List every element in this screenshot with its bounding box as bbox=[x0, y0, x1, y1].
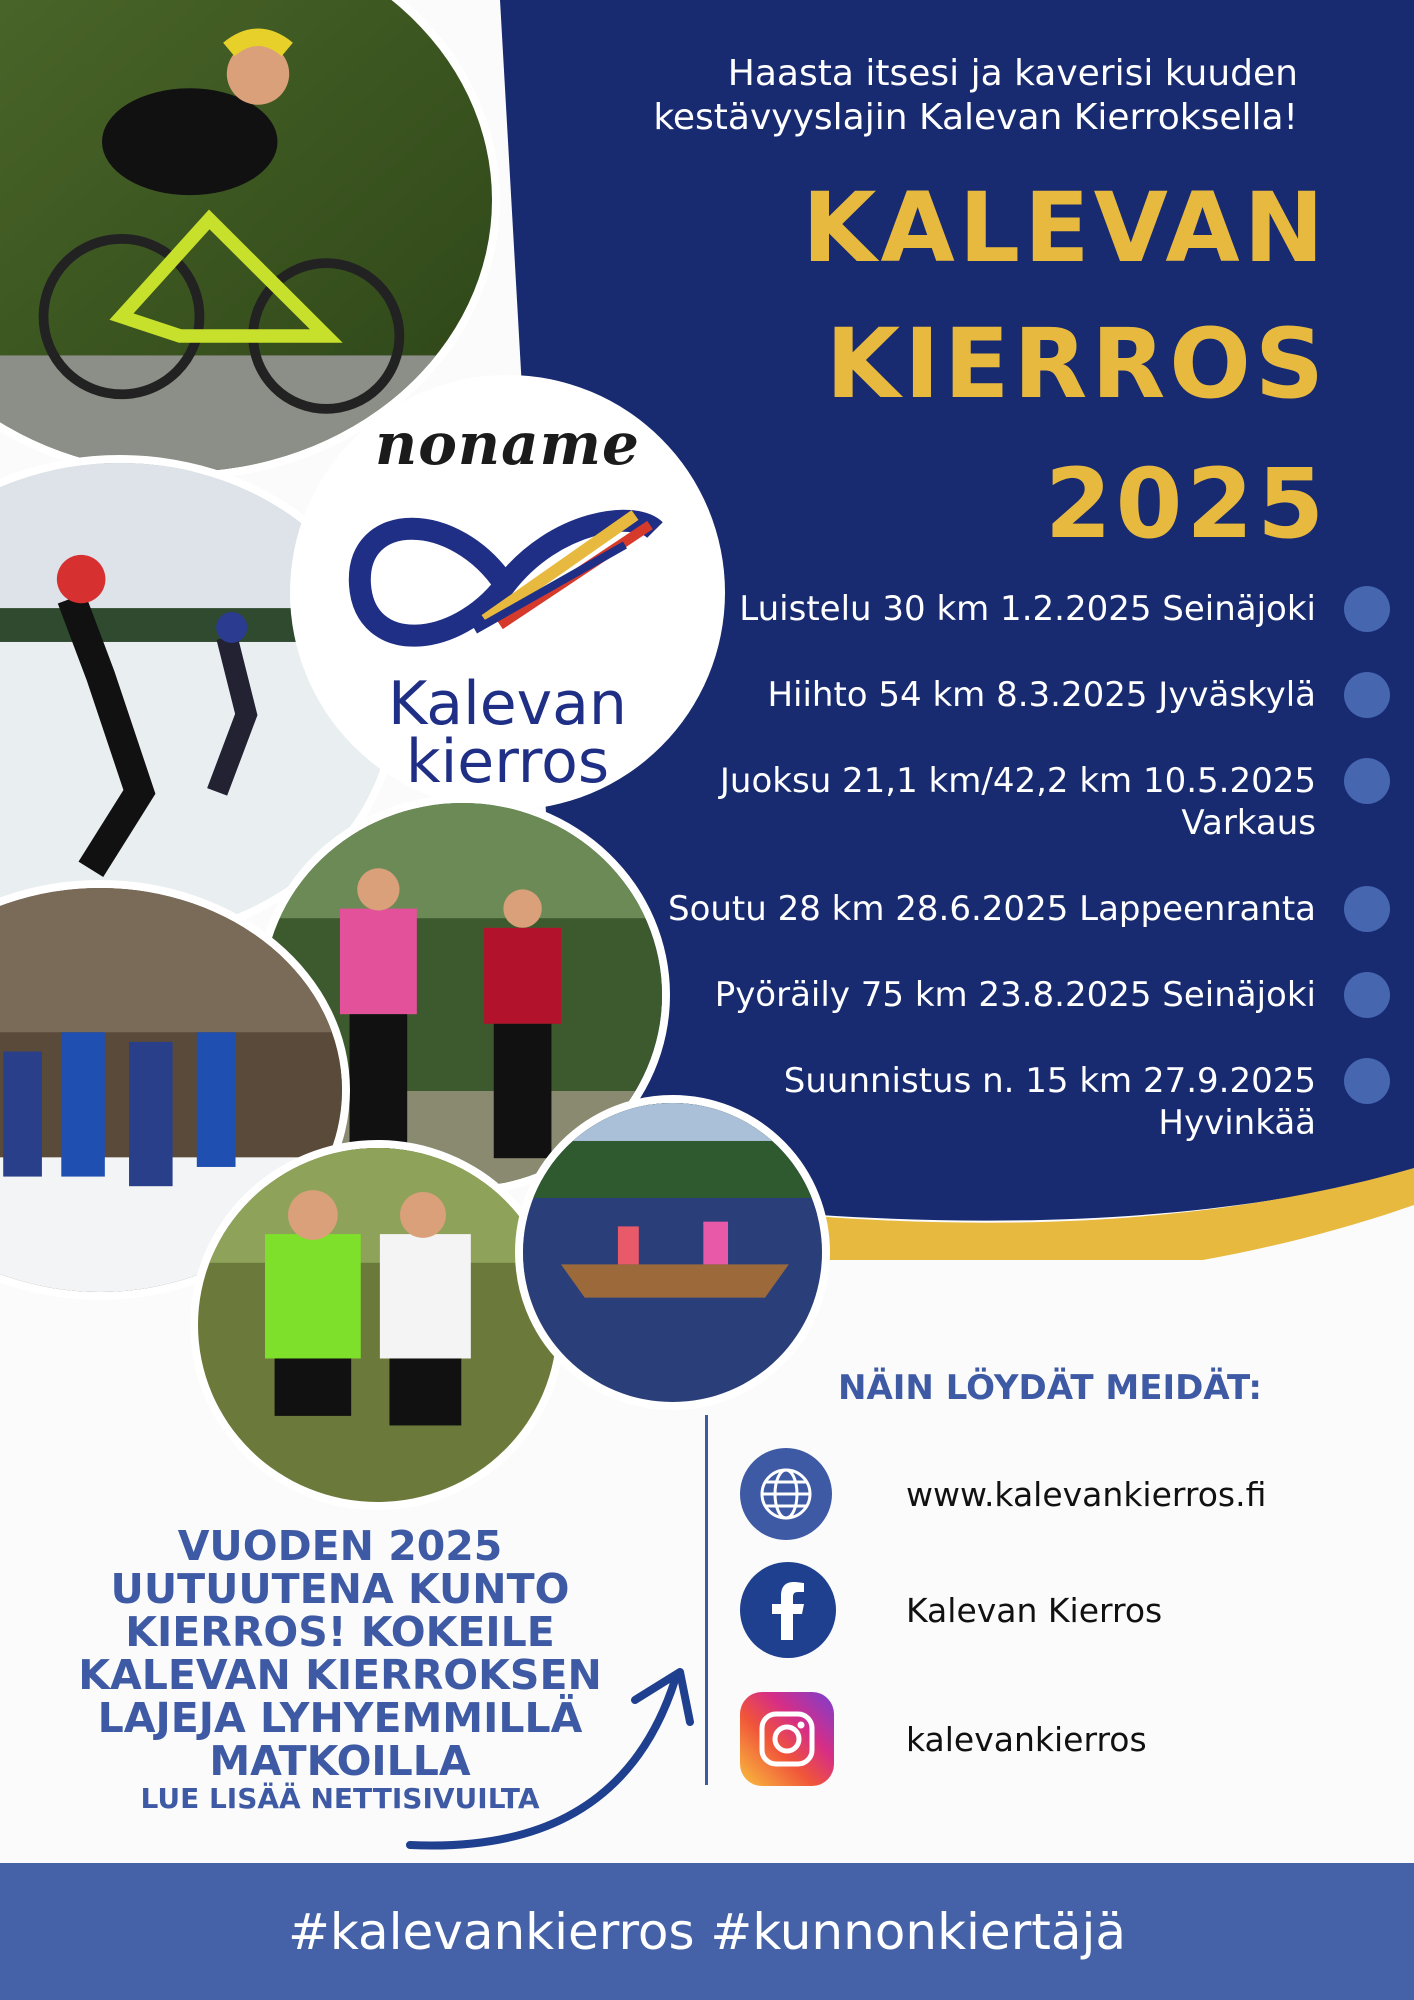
event-text: Hiihto 54 km 8.3.2025 Jyväskylä bbox=[767, 675, 1316, 715]
promo-text: VUODEN 2025 UUTUUTENA KUNTO KIERROS! KOKEILE KALEVAN KIERROKSEN LAJEJA LYHYEMMILLÄ MATKOILLA bbox=[78, 1522, 602, 1785]
read-more-link[interactable]: LUE LISÄÄ NETTISIVUILTA bbox=[140, 1782, 540, 1815]
event-text: Soutu 28 km 28.6.2025 Lappeenranta bbox=[667, 889, 1316, 929]
sponsor-logo-text: noname bbox=[375, 410, 640, 478]
instagram-icon bbox=[740, 1692, 834, 1786]
dot-icon bbox=[1344, 672, 1390, 718]
dot-icon bbox=[1344, 586, 1390, 632]
dot-icon bbox=[1344, 886, 1390, 932]
rowing-photo bbox=[515, 1095, 830, 1410]
event-text: Luistelu 30 km 1.2.2025 Seinäjoki bbox=[739, 589, 1316, 629]
event-text: Pyöräily 75 km 23.8.2025 Seinäjoki bbox=[714, 975, 1316, 1015]
orienteering-photo bbox=[190, 1140, 565, 1510]
contact-website[interactable] bbox=[740, 1448, 1267, 1540]
contact-instagram[interactable] bbox=[740, 1692, 1147, 1786]
dot-icon bbox=[1344, 972, 1390, 1018]
tagline: Haasta itsesi ja kaverisi kuuden kestävyyslajin Kalevan Kierroksella! bbox=[653, 53, 1298, 138]
facebook-icon bbox=[740, 1562, 836, 1658]
infinity-logo-icon bbox=[335, 490, 675, 670]
contact-facebook[interactable] bbox=[740, 1562, 1163, 1658]
find-us-heading: NÄIN LÖYDÄT MEIDÄT: bbox=[838, 1368, 1262, 1408]
logo-circle bbox=[290, 375, 725, 810]
event-item-rowing bbox=[640, 888, 1390, 932]
title-kierros: KIERROS bbox=[825, 308, 1328, 420]
vertical-divider bbox=[705, 1415, 708, 1785]
footer-bar bbox=[0, 1863, 1414, 2000]
title-kalevan: KALEVAN bbox=[802, 172, 1328, 284]
instagram-link[interactable]: kalevankierros bbox=[906, 1719, 1147, 1759]
globe-icon bbox=[740, 1448, 832, 1540]
title-year: 2025 bbox=[1044, 448, 1328, 560]
footer-hashtags: #kalevankierros #kunnonkiertäjä bbox=[287, 1902, 1127, 1961]
event-text: Suunnistus n. 15 km 27.9.2025 Hyvinkää bbox=[783, 1061, 1316, 1143]
curved-arrow-icon bbox=[400, 1660, 700, 1860]
event-text: Juoksu 21,1 km/42,2 km 10.5.2025 Varkaus bbox=[719, 761, 1316, 843]
logo-name-text: Kalevan kierros bbox=[388, 669, 627, 797]
event-item-skating bbox=[640, 588, 1390, 632]
event-item-running bbox=[640, 760, 1390, 844]
dot-icon bbox=[1344, 1058, 1390, 1104]
facebook-link[interactable]: Kalevan Kierros bbox=[906, 1590, 1163, 1630]
event-item-cycling bbox=[640, 974, 1390, 1018]
event-item-skiing bbox=[640, 674, 1390, 718]
dot-icon bbox=[1344, 758, 1390, 804]
website-link[interactable]: www.kalevankierros.fi bbox=[906, 1474, 1267, 1514]
